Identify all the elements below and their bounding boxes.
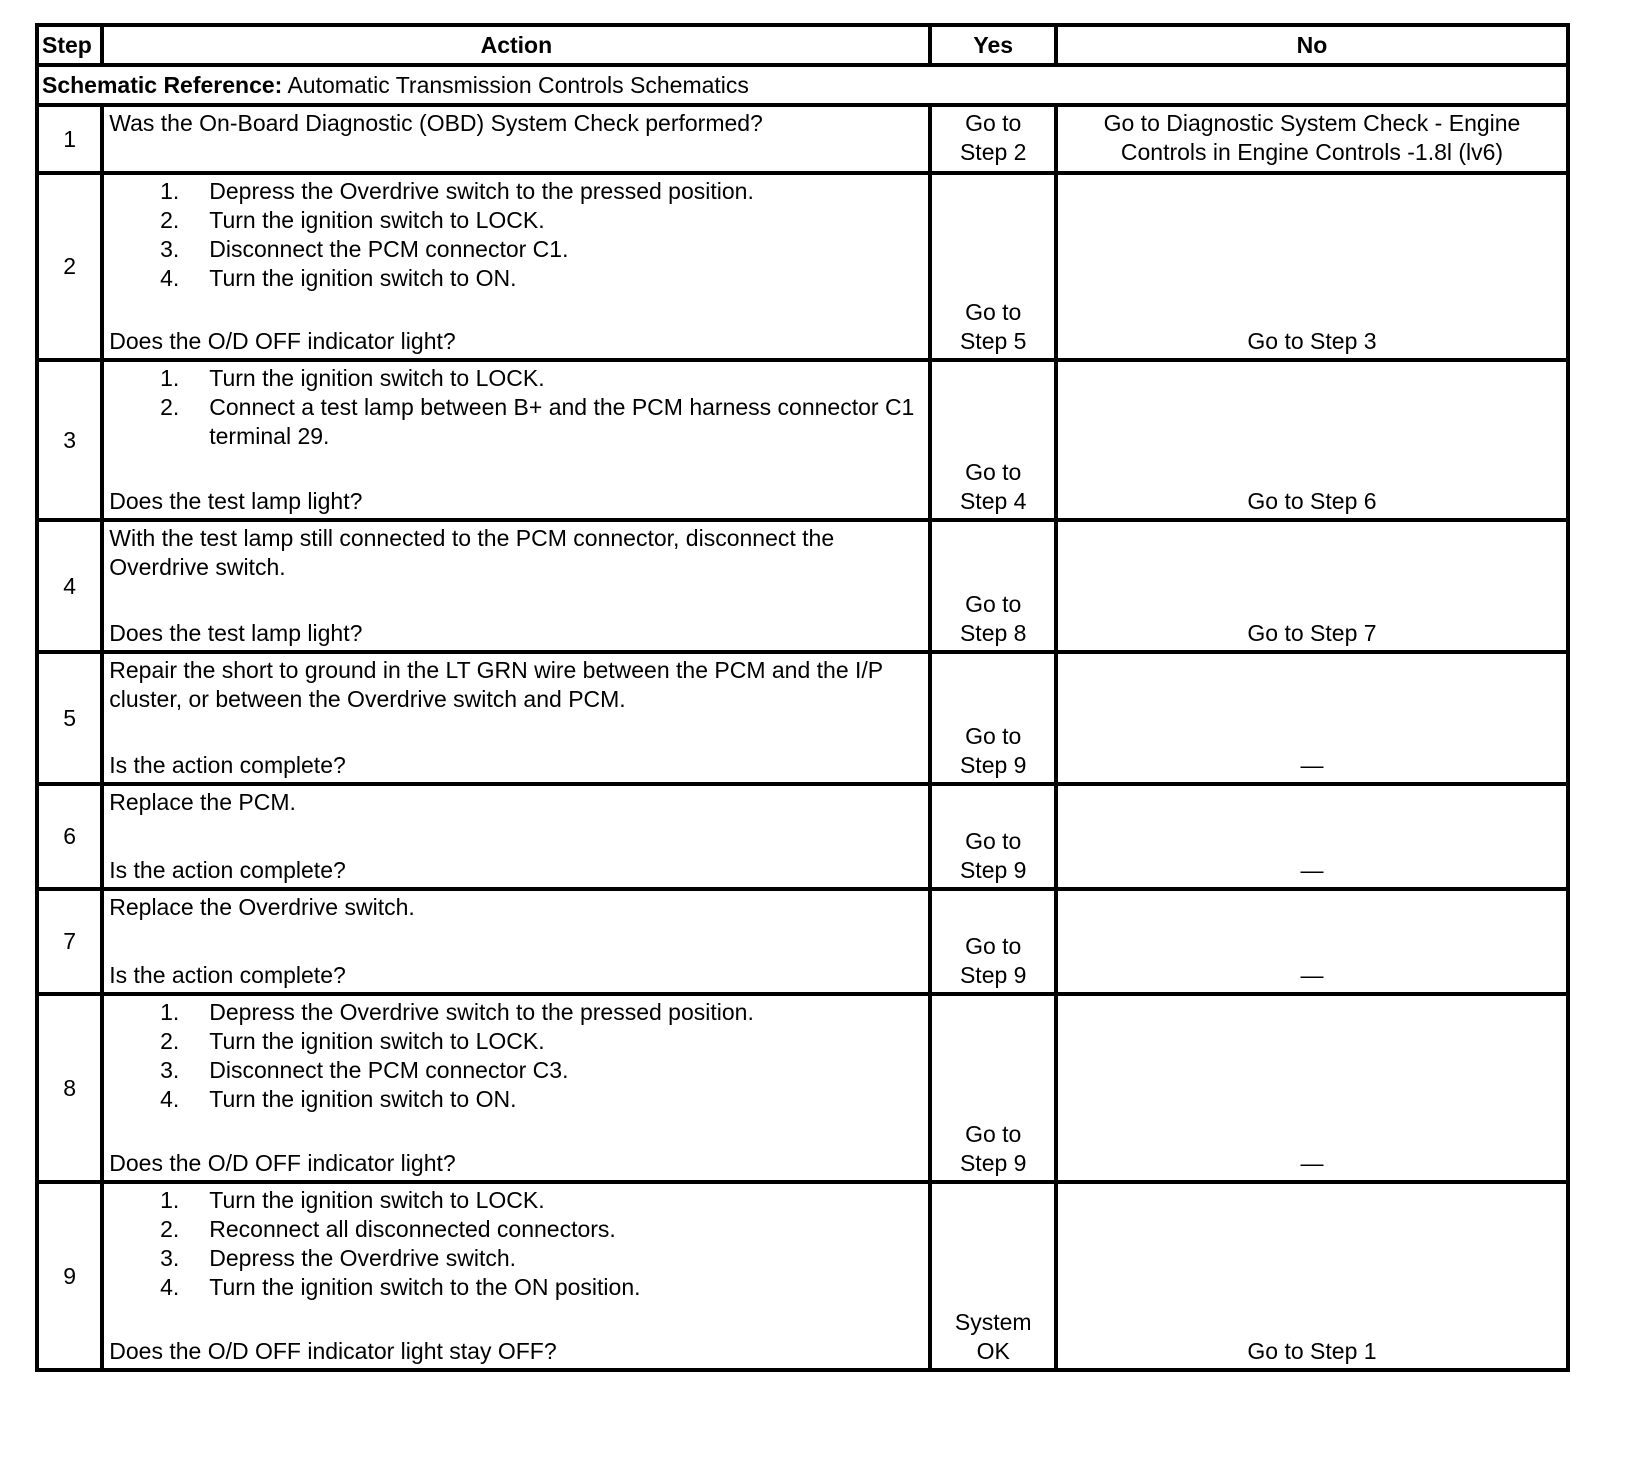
action-step-text: Turn the ignition switch to the ON position. (209, 1274, 641, 1300)
yes-cell (930, 652, 1055, 784)
action-step-number: 3. (160, 1057, 180, 1083)
no-text: — (1300, 857, 1324, 883)
action-step-item (109, 364, 924, 393)
action-content (109, 524, 924, 648)
action-question: Does the O/D OFF indicator light stay OFF? (109, 1338, 557, 1364)
action-step-text: Turn the ignition switch to LOCK. (209, 365, 545, 391)
action-step-number: 4. (160, 1086, 180, 1112)
table-row (37, 1182, 1568, 1370)
step-number: 2 (37, 173, 102, 360)
yes-cell (930, 360, 1055, 520)
action-question: Is the action complete? (109, 962, 346, 988)
action-text: Repair the short to ground in the LT GRN wire between the PCM and the I/P cluster, or between the Overdrive switch and PCM. (109, 657, 883, 712)
action-cell (102, 105, 930, 173)
action-text: Was the On-Board Diagnostic (OBD) System Check performed? (109, 110, 763, 136)
action-step-item (109, 264, 924, 293)
action-body (109, 109, 924, 138)
yes-cell (930, 994, 1055, 1182)
no-cell (1056, 889, 1568, 994)
action-step-number: 2. (160, 394, 180, 420)
action-step-number: 2. (160, 1028, 180, 1054)
no-text: — (1300, 752, 1324, 778)
header-no: No (1056, 25, 1568, 65)
action-steps-list (109, 998, 924, 1114)
no-text: Go to Step 1 (1247, 1338, 1377, 1364)
action-step-item (109, 1186, 924, 1215)
action-content (109, 893, 924, 990)
action-text: Replace the PCM. (109, 789, 296, 815)
action-step-text: Disconnect the PCM connector C1. (209, 236, 569, 262)
action-steps-list (109, 1186, 924, 1302)
yes-text: Go to Step 4 (959, 459, 1027, 514)
step-number: 1 (37, 105, 102, 173)
yes-cell (930, 105, 1055, 173)
no-text: — (1300, 962, 1324, 988)
yes-text: Go to Step 9 (959, 723, 1027, 778)
action-step-number: 1. (160, 365, 180, 391)
action-content (109, 788, 924, 885)
yes-text: Go to Step 2 (959, 110, 1027, 165)
step-number: 3 (37, 360, 102, 520)
action-body (109, 364, 924, 451)
action-step-item (109, 1244, 924, 1273)
no-text: Go to Step 7 (1247, 620, 1377, 646)
no-cell (1056, 994, 1568, 1182)
no-cell (1056, 173, 1568, 360)
action-step-text: Connect a test lamp between B+ and the PCM harness connector C1 terminal 29. (209, 394, 915, 449)
action-step-text: Depress the Overdrive switch to the pressed position. (209, 178, 754, 204)
action-content (109, 364, 924, 516)
table-row (37, 173, 1568, 360)
action-cell (102, 1182, 930, 1370)
action-text: Replace the Overdrive switch. (109, 894, 415, 920)
step-number: 7 (37, 889, 102, 994)
action-body (109, 656, 924, 714)
action-step-item (109, 177, 924, 206)
header-row (37, 25, 1568, 65)
action-cell (102, 173, 930, 360)
action-cell (102, 652, 930, 784)
action-step-number: 1. (160, 178, 180, 204)
table-row (37, 520, 1568, 652)
action-step-number: 2. (160, 1216, 180, 1242)
step-number: 6 (37, 784, 102, 889)
action-step-number: 3. (160, 236, 180, 262)
action-step-text: Turn the ignition switch to LOCK. (209, 207, 545, 233)
action-step-item (109, 206, 924, 235)
action-content (109, 109, 924, 169)
no-cell (1056, 360, 1568, 520)
yes-text: Go to Step 8 (959, 591, 1027, 646)
action-step-text: Reconnect all disconnected connectors. (209, 1216, 616, 1242)
header-action: Action (102, 25, 930, 65)
action-step-text: Disconnect the PCM connector C3. (209, 1057, 569, 1083)
yes-text: System OK (954, 1309, 1032, 1364)
yes-text: Go to Step 9 (959, 828, 1027, 883)
no-cell (1056, 1182, 1568, 1370)
action-question: Is the action complete? (109, 752, 346, 778)
action-cell (102, 889, 930, 994)
yes-cell (930, 520, 1055, 652)
action-body (109, 524, 924, 582)
action-content (109, 998, 924, 1178)
yes-cell (930, 784, 1055, 889)
action-step-number: 3. (160, 1245, 180, 1271)
action-question: Does the test lamp light? (109, 488, 363, 514)
yes-text: Go to Step 9 (959, 933, 1027, 988)
no-cell (1056, 652, 1568, 784)
schematic-label: Schematic Reference: (42, 71, 283, 98)
action-question: Does the O/D OFF indicator light? (109, 1150, 456, 1176)
action-steps-list (109, 364, 924, 451)
action-step-text: Turn the ignition switch to ON. (209, 265, 517, 291)
action-body (109, 1186, 924, 1302)
action-step-item (109, 1273, 924, 1302)
action-cell (102, 784, 930, 889)
table-row (37, 994, 1568, 1182)
action-step-item (109, 393, 924, 451)
yes-text: Go to Step 9 (959, 1121, 1027, 1176)
action-step-number: 2. (160, 207, 180, 233)
no-cell (1056, 784, 1568, 889)
action-step-text: Depress the Overdrive switch to the pressed position. (209, 999, 754, 1025)
yes-cell (930, 889, 1055, 994)
schematic-reference (37, 65, 1568, 105)
no-text: Go to Diagnostic System Check - Engine Controls in Engine Controls -1.8l (lv6) (1103, 110, 1521, 165)
action-body (109, 893, 924, 922)
action-steps-list (109, 177, 924, 293)
no-text: Go to Step 3 (1247, 328, 1377, 354)
no-cell (1056, 520, 1568, 652)
action-step-item (109, 1085, 924, 1114)
action-question: Is the action complete? (109, 857, 346, 883)
no-cell (1056, 105, 1568, 173)
step-number: 5 (37, 652, 102, 784)
action-body (109, 998, 924, 1114)
action-text: With the test lamp still connected to the PCM connector, disconnect the Overdrive switch. (109, 525, 835, 580)
step-number: 9 (37, 1182, 102, 1370)
action-step-number: 1. (160, 999, 180, 1025)
action-step-number: 4. (160, 1274, 180, 1300)
schematic-row (37, 65, 1568, 105)
action-step-item (109, 1027, 924, 1056)
table-row (37, 360, 1568, 520)
action-cell (102, 360, 930, 520)
table-row (37, 652, 1568, 784)
action-content (109, 1186, 924, 1366)
table-row (37, 105, 1568, 173)
action-cell (102, 994, 930, 1182)
yes-cell (930, 1182, 1055, 1370)
table-row (37, 889, 1568, 994)
schematic-text: Automatic Transmission Controls Schematics (287, 71, 749, 98)
yes-cell (930, 173, 1055, 360)
action-step-item (109, 1056, 924, 1085)
action-content (109, 177, 924, 356)
header-step: Step (37, 25, 102, 65)
yes-text: Go to Step 5 (959, 299, 1027, 354)
no-text: Go to Step 6 (1247, 488, 1377, 514)
action-step-number: 1. (160, 1187, 180, 1213)
action-content (109, 656, 924, 780)
action-step-number: 4. (160, 265, 180, 291)
action-step-text: Depress the Overdrive switch. (209, 1245, 517, 1271)
action-step-text: Turn the ignition switch to LOCK. (209, 1028, 545, 1054)
action-cell (102, 520, 930, 652)
header-yes: Yes (930, 25, 1055, 65)
action-question: Does the O/D OFF indicator light? (109, 328, 456, 354)
no-text: — (1300, 1150, 1324, 1176)
action-body (109, 788, 924, 817)
action-step-item (109, 1215, 924, 1244)
step-number: 8 (37, 994, 102, 1182)
diagnostic-table (35, 23, 1570, 1372)
action-question: Does the test lamp light? (109, 620, 363, 646)
table-row (37, 784, 1568, 889)
action-step-item (109, 998, 924, 1027)
step-number: 4 (37, 520, 102, 652)
action-step-text: Turn the ignition switch to LOCK. (209, 1187, 545, 1213)
action-step-text: Turn the ignition switch to ON. (209, 1086, 517, 1112)
action-body (109, 177, 924, 293)
action-step-item (109, 235, 924, 264)
